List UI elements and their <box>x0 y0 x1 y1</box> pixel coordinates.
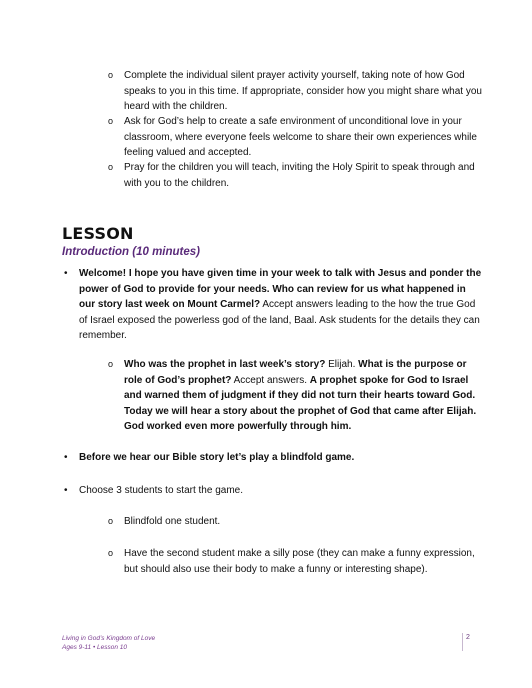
question-one: Who was the prophet in last week’s story? <box>124 359 326 370</box>
list-item: Blindfold one student. <box>124 516 221 527</box>
bullet-dot: • <box>64 268 68 279</box>
list-bullet: o <box>108 70 114 80</box>
answer-two: Accept answers. <box>231 374 310 386</box>
list-bullet: o <box>108 548 114 558</box>
list-item <box>79 266 483 344</box>
bullet-dot: • <box>64 485 68 496</box>
list-item: Complete the individual silent prayer activity yourself, taking note of how God speaks to you in this time. If appropriate, consider how you might share what you heard with the children. <box>124 70 482 112</box>
page-number: 2 <box>462 633 482 651</box>
intro-subheading: Introduction (10 minutes) <box>62 246 200 258</box>
list-item <box>124 357 484 435</box>
footer-subtitle: Ages 9-11 • Lesson 10 <box>62 644 128 651</box>
welcome-bold-text: Welcome! I hope you have given time in your week to talk with Jesus and ponder the power of God to provide for your needs. Who can review for us what happened in our story last week on Mount Carmel? <box>79 268 482 310</box>
footer-title: Living in God’s Kingdom of Love <box>62 635 156 642</box>
answer-one: Elijah. <box>325 359 359 370</box>
question-two: What is the purpose or role of God’s prophet? <box>124 359 467 386</box>
lesson-heading: LESSON <box>62 224 134 243</box>
list-bullet: o <box>108 359 114 369</box>
list-bullet: o <box>108 162 114 172</box>
prophet-explanation: A prophet spoke for God to Israel and warned them of judgment if they did not turn their hearts toward God. Today we will hear a story about the prophet of God that came after Elijah. God worked even more powerfully through him. <box>124 374 477 432</box>
list-bullet: o <box>108 116 114 126</box>
list-item: Before we hear our Bible story let’s play a blindfold game. <box>79 452 355 463</box>
welcome-rest-text: Accept answers leading to the how the true God of Israel exposed the powerless god of the land, Baal. Ask students for the details they can remember. <box>79 299 480 341</box>
list-bullet: o <box>108 516 114 526</box>
list-item: Pray for the children you will teach, inviting the Holy Spirit to speak through and with you to the children. <box>124 162 475 189</box>
list-item: Ask for God’s help to create a safe environment of unconditional love in your classroom, where everyone feels welcome to share their own experiences while feeling valued and accepted. <box>124 116 477 158</box>
list-item: Choose 3 students to start the game. <box>79 485 243 496</box>
bullet-dot: • <box>64 452 68 463</box>
page-footer <box>62 634 155 652</box>
list-item: Have the second student make a silly pose (they can make a funny expression, but should also use their body to make a funny or interesting shape). <box>124 548 475 575</box>
